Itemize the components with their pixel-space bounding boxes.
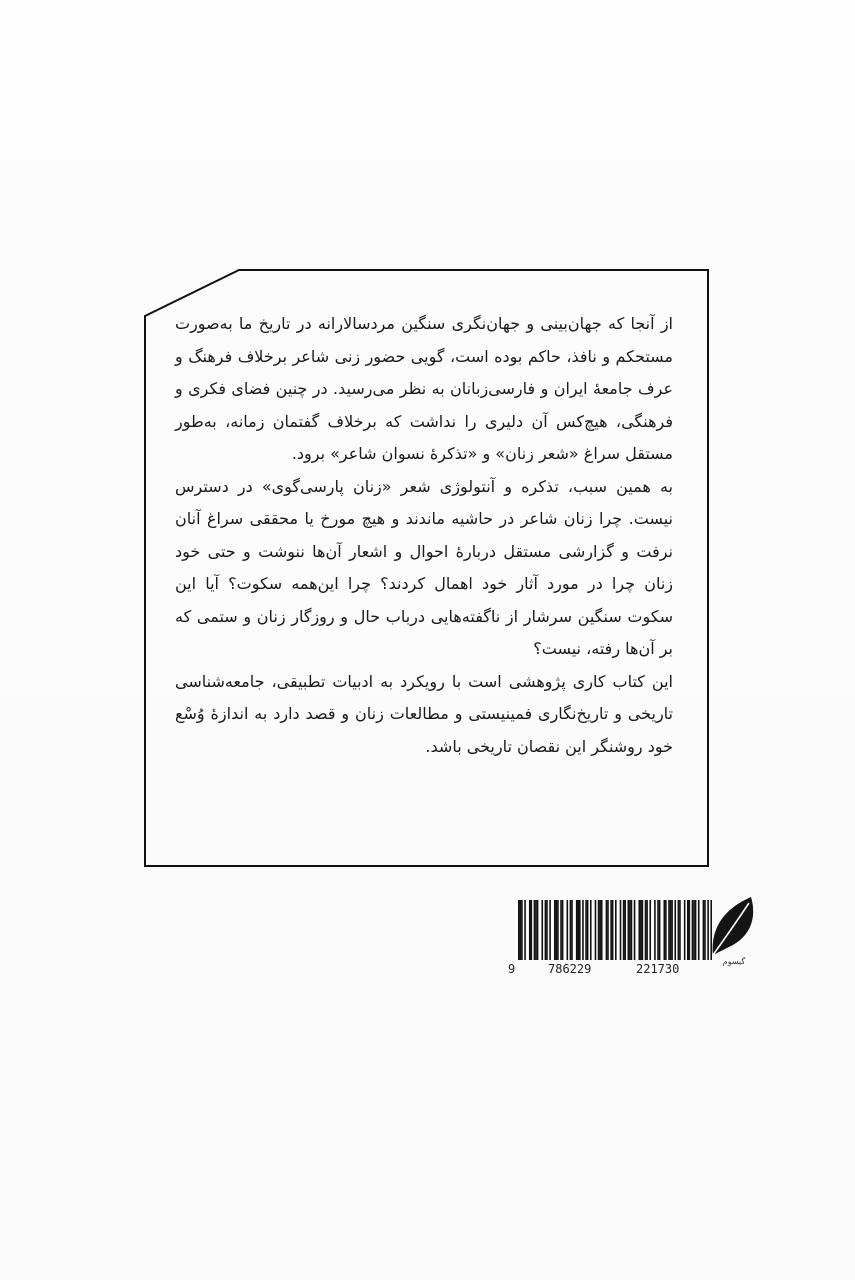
barcode-bar [606, 900, 608, 960]
barcode-bar [628, 900, 630, 960]
barcode-bar [529, 900, 531, 960]
barcode-bar [657, 900, 659, 960]
barcode-digit-lead: 9 [508, 962, 516, 976]
barcode-bar [654, 900, 656, 960]
barcode-bar [598, 900, 600, 960]
barcode-bars [518, 900, 712, 960]
barcode-bar [668, 900, 670, 960]
barcode-bar [640, 900, 642, 960]
leaf-icon [705, 893, 763, 957]
barcode-bar [554, 900, 556, 960]
barcode-bar [679, 900, 681, 960]
barcode-bar [612, 900, 614, 960]
barcode-bar [595, 900, 597, 960]
barcode-bar [545, 900, 547, 960]
barcode-bar [590, 900, 592, 960]
publisher-logo [705, 893, 763, 975]
barcode-bar [670, 900, 672, 960]
barcode-bar [664, 900, 666, 960]
barcode-bar [579, 900, 581, 960]
paragraph-about-book: این کتاب کاری پژوهشی است با رویکرد به ادبیات تطبیقی، جامعه‌شناسی تاریخی و تاریخ‌نگاری فمینیستی و مطالعات زنان و قصد دارد به اندازهٔ وُسْع خود روشنگر این نقصان تاریخی باشد. [175, 671, 673, 756]
isbn-barcode [508, 900, 712, 980]
barcode-bar [645, 900, 647, 960]
barcode-bar [642, 900, 644, 960]
barcode-digits-group1: 786229 [548, 962, 592, 976]
barcode-bar [585, 900, 587, 960]
paragraph-questions: به همین سبب، تذکره و آنتولوژی شعر «زنان پارسی‌گوی» در دسترس نیست. چرا زنان شاعر در حاشیه ماندند و هیچ مورخ یا محققی سراغ آنان نرفت و گزارشی مستقل دربارهٔ احوال و اشعار آن‌ها ننوشت و حتی خود زنان چرا در مورد آثار خود اهمال کردند؟ چرا این‌همه سکوت؟ آیا این سکوت سنگین سرشار از ناگفته‌هایی درباب حال و روزگار زنان و ستمی که بر آن‌ها رفته، نیست؟ [175, 476, 673, 658]
barcode-bar [520, 900, 522, 960]
description-box [143, 268, 710, 868]
barcode-bar [687, 900, 689, 960]
barcode-bar [599, 900, 601, 960]
barcode-bar [695, 900, 697, 960]
barcode-bar [623, 900, 625, 960]
barcode-bar [577, 900, 579, 960]
barcode-bar [524, 900, 526, 960]
barcode-bar [576, 900, 578, 960]
barcode-bar [537, 900, 539, 960]
barcode-bar [671, 900, 673, 960]
barcode-bar [601, 900, 603, 960]
barcode-bar [703, 900, 705, 960]
barcode-bar [689, 900, 691, 960]
barcode-bar [560, 900, 562, 960]
barcode-bar [567, 900, 569, 960]
barcode-bar [620, 900, 622, 960]
publisher-name: گیسوم [722, 957, 746, 966]
barcode-bar [531, 900, 533, 960]
barcode-bar [646, 900, 648, 960]
barcode-bar [665, 900, 667, 960]
paragraph-intro: از آنجا که جهان‌بینی و جهان‌نگری سنگین مردسالارانه در تاریخ ما به‌صورت مستحکم و نافذ، حاکم بوده است، گویی حضور زنی شاعر برخلاف فرهنگ و عرف جامعهٔ ایران و فارسی‌زبانان به نظر می‌رسید. در چنین فضای فکری و فرهنگی، هیچ‌کس آن دلیری را نداشت که برخلاف گفتمان زمانه، به‌طور مستقل سراغ «شعر زنان» و «تذکرهٔ نسوان شاعر» برود. [175, 314, 673, 463]
barcode-bar [615, 900, 617, 960]
barcode-bar [541, 900, 543, 960]
barcode-digits [508, 962, 712, 978]
barcode-bar [692, 900, 694, 960]
barcode-bar [693, 900, 695, 960]
barcode-bar [582, 900, 584, 960]
barcode-bar [659, 900, 661, 960]
barcode-bar [678, 900, 680, 960]
barcode-bar [684, 900, 686, 960]
barcode-bar [674, 900, 676, 960]
barcode-bar [638, 900, 640, 960]
barcode-bar [571, 900, 573, 960]
barcode-bar [570, 900, 572, 960]
barcode-digits-group2: 221730 [636, 962, 680, 976]
barcode-bar [587, 900, 589, 960]
barcode-bar [534, 900, 536, 960]
barcode-bar [631, 900, 633, 960]
barcode-bar [556, 900, 558, 960]
barcode-bar [518, 900, 520, 960]
barcode-bar [649, 900, 651, 960]
barcode-bar [535, 900, 537, 960]
barcode-bar [698, 900, 700, 960]
barcode-bar [610, 900, 612, 960]
barcode-bar [634, 900, 636, 960]
description-text [175, 308, 673, 763]
barcode-bar [624, 900, 626, 960]
barcode-bar [546, 900, 548, 960]
barcode-bar [607, 900, 609, 960]
barcode-bar [549, 900, 551, 960]
barcode-bar [629, 900, 631, 960]
barcode-bar [562, 900, 564, 960]
barcode-bar [557, 900, 559, 960]
barcode-bar [521, 900, 523, 960]
